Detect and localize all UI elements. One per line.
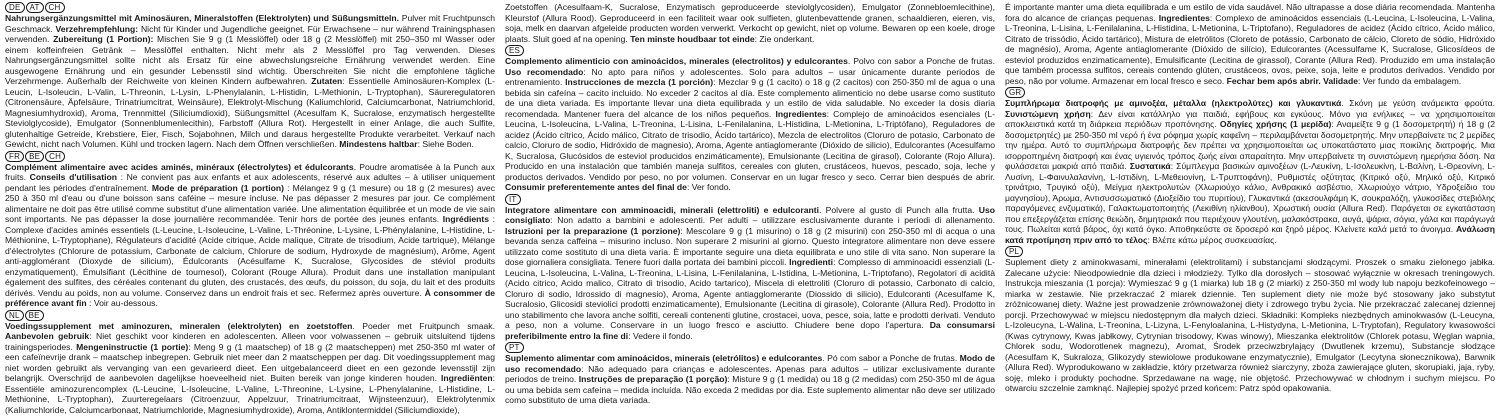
country-tags [5, 310, 495, 321]
text-run: . Poudre aromatisée à la Punch aux fruits. [5, 161, 495, 182]
section-gr [1005, 87, 1495, 245]
section-text [5, 162, 495, 309]
bold-heading-run: Zubereitung (1 Portion): [53, 34, 154, 44]
country-tag-be: BE [25, 151, 44, 162]
text-run: : Βλέπε κάτω μέρος συσκευασίας. [1147, 234, 1277, 245]
country-tags [1005, 87, 1495, 98]
bold-heading-run: Instruções de preparação (1 porção) [578, 374, 728, 384]
country-tag-ch: CH [45, 151, 65, 162]
section-nl [5, 310, 495, 416]
text-run: : Mélangez 9 g (1 mesure) ou 18 g (2 mesures) avec 250 à 350 ml d'eau ou d'une boisson sans caféine – mesure incluse. Ne pas dépasser 2 mesures par jour. Ce complément alimentaire ne doit pas être utilisé comme substitut d'une alimentation variée. Une alimentation équilibrée et un mode de vie sain sont importants. Ne pas dépasser la dose journalière recommandée. Tenir hors de portée des jeunes enfants. [5, 182, 495, 224]
text-run: : Δεν είναι κατάλληλο για παιδιά, εφήβους και εγκύους. Μόνο για ενήλικες – να χρησιμοποιείται αποκλειστικά κατά τη διάρκεια περιόδων προπόνησης. [1005, 108, 1495, 129]
section-es [505, 45, 995, 193]
text-run: Suplement diety z aminokwasami, minerałami (elektrolitami) i substancjami słodzącymi. Proszek o smaku zielonego jabłka. Zalecane użycie: Nieodpowiednie dla dzieci i młodzieży. Tylko dla dorosłych – stosować wyłącznie w okresach treningowych. Instrukcja mieszania (1 porcja): Wymieszać 9 g (1 miarka) lub 18 g (2 miarki) z 250-350 ml wody lub napoju bezkofeinowego – miarka w zestawie. Nie przekraczać 2 miarek dziennie. Ten suplement diety nie może być stosowany jako substytut zróżnicowanej diety. Ważne jest prowadzenie zrównoważonej diety i zdrowego trybu życia. Nie przekraczać zalecanej dziennej porcji. Przechowywać w miejscu niedostępnym dla małych dzieci. Składniki: Kompleks niezbędnych aminokwasów (L-Leucyna, L-Izoleucyna, L-Walina, L-Treonina, L-Lizyna, L-Fenyloalanina, L-Histydyna, L-Metionina, L-Tryptofan), Regulatory kwasowości (Kwas cytrynowy, Kwas jabłkowy, Cytrynian trisodowy, Kwas winowy), Mieszanka elektrolitów (Chlorek potasu, Węglan wapnia, Chlorek sodu, Wodorotlenek magnezu), Aromat, Środek przeciwzbrylający (Dwutlenek krzemu), Substancje słodzące (Acesulfam K, Sukraloza, Glikozydy stewiolowe produkowane enzymatycznie), Emulgator (Lecytyna słonecznikowa), Barwnik (Allura Red). Wyprodukowano w zakładzie, który przetwarza również siarczyny, zboża zawierające gluten, skorupiaki, jaja, ryby, soję, mleko i produkty pochodne. Sprzedawane na wagę, nie objętość. Przechowywać w chłodnym i suchym miejscu. Po otwarciu szczelnie zamknąć. Najlepiej spożyć przed końcem: Patrz spód opakowania. [1005, 257, 1495, 393]
section-de [5, 2, 495, 150]
column-2 [505, 2, 995, 407]
text-run: : Mescolare 9 g (1 misurino) o 18 g (2 misurini) con 250-350 ml di acqua o una bevanda senza caffeina – misurino incluso. Non superare 2 misurini al giorno. Questo integratore alimentare non deve essere utilizzato come sostituto di una dieta varia. È importante seguire una dieta equilibrata e uno stile di vita sano. Non superare la dose giornaliera consigliata. Tenere fuori dalla portata dei bambini piccoli. [505, 225, 995, 267]
country-tag-be: BE [25, 310, 44, 321]
text-run: : Não adequado para crianças e adolescentes. Apenas para adultos – utilizar exclusivamente durante periodos de treino. [505, 363, 995, 384]
text-run: : Essentielle Aminosäuren-Komplex (L-Leucin, L-Isoleucin, L-Valin, L-Threonin, L-Lysin, L-Phenylalanin, L-Histidin, L-Methionin, L-Tryptophan), Säureregulatoren (Citronensäure, Äpfelsäure, Trinatriumcitrat, Weinsäure), Elektrolyt-Mischung (Kaliumchlorid, Calciumcarbonat, Natriumchlorid, Magnesiumhydroxid), Aroma, Trennmittel (Siliciumdioxid), Süßungsmittel (Acesulfam K, Sucralose, enzymatisch hergestellte Steviolglycoside), Emulgator (Sonnenblumenlecithin), Farbstoff (Allura Rot). Hergestellt in einer Anlage, die auch Sulfite, glutenhaltige Getreide, Krebstiere, Eier, Fisch, Sojabohnen, Milch und daraus hergestellte Produkte verarbeitet. Verkauf nach Gewicht, nicht nach Volumen. Kühl und trocken lagern. Nach dem Öffnen verschließen. [5, 76, 495, 149]
bold-heading-run: Συμπλήρωμα διατροφής με αμινοξέα, μέταλλα (ηλεκτρολύτες) και γλυκαντικά [1005, 98, 1342, 108]
country-tag-pl: PL [1005, 246, 1023, 257]
text-run: Pulver mit Fruchtpunsch Geschmack. [5, 13, 495, 34]
text-run: : Ver fundo da embalagem. [1358, 75, 1462, 86]
bold-heading-run: Nahrungsergänzungsmittel mit Aminosäuren, Mineralstoffen (Elektrolyten) und Süßungsmitteln. [5, 13, 400, 23]
section-text [1005, 257, 1495, 394]
bold-heading-run: Conseils d'utilisation [29, 172, 117, 182]
text-run: : Voir au-dessous. [86, 298, 158, 308]
column-1 [5, 2, 495, 416]
text-run: : Zie onderkant. [754, 33, 815, 44]
country-tag-at: AT [26, 2, 44, 13]
bold-heading-run: Mode de préparation (1 portion) [151, 182, 285, 193]
country-tag-pt: PT [505, 342, 524, 353]
text-run: : Ne convient pas aux enfants et aux adolescents, réservé aux adultes – à utiliser uniquement pendant les périodes d'entraînement. [5, 172, 495, 193]
text-run: . Σκόνη με γεύση ανάμεικτα φρούτα. [1341, 98, 1495, 108]
text-run: . Pó com sabor a Ponche de frutas. [822, 353, 960, 363]
text-run: . Polvere al gusto di Punch alla frutta. [819, 204, 979, 215]
country-tags [505, 45, 995, 56]
text-run: : Vedere il fondo. [628, 330, 693, 341]
text-run: : Meng 9 g (1 maatschep) of 18 g (2 maatscheppen) met 250-350 ml water of een cafeïnevrije drank – maatschep inbegrepen. Gebruik niet meer dan 2 maatscheppen per dag. Dit voedingssupplement mag niet worden gebruikt als vervanging van een gevarieerd dieet. Een uitgebalanceerd dieet en een gezonde levensstijl zijn belangrijk. Overschrijd de aanbevolen dagelijkse hoeveelheid niet. Buiten bereik van jonge kinderen houden. [5, 341, 495, 383]
section-text [505, 353, 995, 406]
bold-heading-run: Zutaten [311, 76, 343, 86]
bold-heading-run: Aanbevolen gebruik [5, 331, 90, 341]
text-run: : Complexe d'acides aminés essentiels (L-Leucine, L-Isoleucine, L-Valine, L-Thréonine, L-Lysine, L-Phénylalanine, L-Histidine, L-Méthionine, L-Tryptophane), Régulateurs d'acidité (Acide citrique, Acide malique, Citrate de trisodium, Acide tartrique), Mélange d'électrolytes (Chlorure de potassium, Carbonate de calcium, Chlorure de sodium, Hydroxyde de magnésium), Arôme, Agent anti-agglomérant (Dioxyde de silicium), Édulcorants (Acésulfame K, Sucralose, Glycosides de stéviol produits enzymatiquement), Émulsifiant (Lécithine de tournesol), Colorant (Rouge Allura). Produit dans une installation manipulant également des sulfites, des céréales contenant du gluten, des crustacés, des œufs, du poisson, du soja, du lait et des produits dérivés. Vendu au poids, non au volume. Conservez dans un endroit frais et sec. Refermez après ouverture. [5, 214, 495, 298]
country-tags [1005, 246, 1495, 257]
bold-heading-run: Consumir preferentemente antes del final de [505, 182, 687, 192]
text-run: : Complejo de aminoácidos esenciales (L-Leucina, L-Isoleucina, L-Valina, L-Treonina, L-Lisina, L-Fenilalanina, L-Histidina, L-Metionina, L-Triptófano), Reguladores de acidez (Ácido cítrico, Ácido málico, Citrato de trisodio, Ácido tartárico), Mezcla de electrolitos (Cloruro de potasio, Carbonato de calcio, Cloruro de sodio, Hidróxido de magnesio), Aroma, Agente antiaglomerante (Dióxido de silicio), Edulcorantes (Acesulfamo K, Sucralosa, Glucósidos de esteviol producidos enzimáticamente), Emulsionante (Lecitina de girasol), Colorante (Rojo Allura). Producido en una instalación que también maneja sulfitos, cereales con gluten, crustáceos, huevos, pescado, soja, leche y productos derivados. Vendido por peso, no por volumen. Conservar en un lugar fresco y seco. Cerrar bien después de abrir. [505, 108, 996, 182]
bold-heading-run: Mengeninstructie (1 portie) [76, 341, 189, 352]
section-pt-continued [1005, 2, 1495, 86]
bold-heading-run: Suplemento alimentar com aminoácidos, minerais (eletrólitos) e edulcorantes [505, 353, 823, 363]
bold-heading-run: Verzehrempfehlung: [55, 23, 139, 34]
country-tag-nl: NL [5, 310, 24, 321]
bold-heading-run: Ingredienti [789, 257, 834, 267]
bold-heading-run: Uso recomendado [505, 66, 584, 77]
bold-heading-run: Voedingssupplement met aminozuren, mineralen (elektrolyten) en zoetstoffen [5, 320, 353, 331]
bold-heading-run: Ingredientes [1158, 12, 1210, 23]
section-nl-continued [505, 2, 995, 44]
bold-heading-run: Complemento alimenticio con aminoácidos, minerales (electrolitos) y edulcorantes [505, 56, 848, 66]
section-text [5, 13, 495, 150]
bold-heading-run: Istruzioni per la preparazione (1 porzione) [505, 225, 681, 236]
country-tag-de: DE [5, 2, 25, 13]
text-run: : Non adatto a bambini e adolescenti. Per adulti – utilizzare esclusivamente durante i periodi di allenamento. [550, 215, 995, 225]
text-run: : Essentiële aminozurencomplex (L-Leucine, L-Isoleucine, L-Valine, L-Threonine, L-Lysine, L-Phenylalanine, L-Histidine, L-Methionine, L-Tryptophan), Zuurteregelaars (Citroenzuur, Appelzuur, Trinatriumcitraat, Wijnsteenzuur), Elektrolytenmix (Kaliumchloride, Calciumcarbonaat, Natriumchloride, Magnesiumhydroxide), Aroma, Antiklontermiddel (Siliciumdioxide), [5, 373, 495, 415]
text-run: . Poeder met Fruitpunch smaak. [352, 320, 495, 331]
text-run: : Mezclar 9 g (1 cacito) o 18 g (2 cacitos) con 250-350 ml de agua o una bebida sin cafeína – cacito incluido. No exceder 2 cacitos al día. Este complemento alimenticio no debe usarse como sustituto de una dieta variada. Es importante llevar una dieta equilibrada y un estilo de vida saludable. No exceder la dosis diaria recomendada. Mantener fuera del alcance de los niños pequeños. [505, 77, 995, 119]
bold-heading-run: Οδηγίες χρήσης (1 μερίδα) [1219, 119, 1332, 129]
bold-heading-run: Modo de uso recomendado [505, 353, 995, 374]
text-run: Mischen Sie 9 g (1 Messlöffel) oder 18 g (2 Messlöffel) mit 250–350 ml Wasser oder einem koffeinfreien Getränk – Messlöffel enthalten. Nicht mehr als 2 Messlöffel pro Tag verwenden. Dieses Nahrungsergänzungsmittel sollte nicht als Ersatz für eine abwechslungsreiche Ernährung verwendet werden. Eine ausgewogene Ernährung und ein gesunder Lebensstil sind wichtig. Überschreiten Sie nicht die empfohlene tägliche Verzehrmenge. Außerhalb der Reichweite von kleinen Kindern aufbewahren. [5, 34, 495, 86]
text-run: : No apto para niños y adolescentes. Solo para adultos – usar únicamente durante periodos de entrenamiento. [505, 66, 995, 87]
text-run: : Ver fondo. [686, 182, 731, 192]
bold-heading-run: Ingrédients [442, 214, 490, 224]
text-run: Nicht für Kinder und Jugendliche geeignet. Für Erwachsene – nur während Trainingsphasen verwenden. [5, 23, 495, 44]
text-run: : Σύμπλεγμα βασικών αμινοξέων (L-Λευκίνη, L-Ισολευκίνη, L-Βαλίνη, L-Θρεονίνη, L-Λυσίνη, L-Φαινυλαλανίνη, L-Ιστιδίνη, L-Μεθειονίνη, L-Τρυπτοφάνη), Ρυθμιστές οξύτητας (Κιτρικό οξύ, Μηλικό οξύ, Κιτρικό τρινάτριο, Τρυγικό οξύ), Μείγμα ηλεκτρολυτών (Χλωριούχο κάλιο, Ανθρακικό ασβέστιο, Χλωριούχο νάτριο, Υδροξείδιο του μαγνησίου), Άρωμα, Αντισυσσωματικό (Διοξείδιο του πυριτίου), Γλυκαντικά (ακεσουλφάμη Κ, σουκραλόζη, γλυκοσίδες στεβιόλης παραγόμενες ενζυματικά), Γαλακτωματοποιητής (Λεκιθίνη ηλίανθου), Χρωστική ουσία (Allura Red). Παράγεται σε εγκατάσταση που επεξεργάζεται επίσης θειώδη, δημητριακά που περιέχουν γλουτένη, μαλακόστρακα, αυγά, ψάρια, σόγια, γάλα και παράγωγά τους. Πωλείται κατά βάρος, όχι κατά όγκο. Αποθηκεύστε σε δροσερό και ξηρό μέρος. Κλείνετε καλά μετά το άνοιγμα. [1005, 161, 1495, 234]
bold-heading-run: Ten minste houdbaar tot einde [630, 33, 755, 44]
column-3 [1005, 2, 1495, 395]
bold-heading-run: Ανάλωση κατά προτίμηση πριν από το τέλος [1005, 224, 1495, 245]
text-run: É importante manter uma dieta equilibrada e um estilo de vida saudável. Não ultrapasse a dose diária recomendada. Mantenha fora do alcance de crianças pequenas. [1005, 2, 1495, 23]
text-run: Zoetstoffen (Acesulfaam-K, Sucralose, Enzymatisch geproduceerde steviolglycosiden), Emulgator (Zonnebloemlecithine), Kleurstof (Allura Rood). Geproduceerd in een faciliteit waar ook sulfieten, glutenbevattende granen, schaaldieren, eieren, vis, soja, melk en daarvan afgeleide producten worden verwerkt. Verkocht op gewicht, niet op volume. Bewaren op een koele, droge plaats. Sluit goed af na opening. [505, 2, 995, 44]
country-tag-gr: GR [1005, 87, 1025, 98]
bold-heading-run: Ingredientes [775, 108, 827, 119]
bold-heading-run: À consommer de préférence avant fin [5, 287, 495, 308]
section-text [5, 321, 495, 416]
text-run: : Niet geschikt voor kinderen en adolescenten. Alleen voor volwassenen – gebruik uitsluitend tijdens trainingsperiodes. [5, 331, 496, 352]
country-tags [505, 194, 995, 205]
section-text [1005, 98, 1495, 245]
bold-heading-run: Fechar bem após abrir. Validade [1226, 75, 1358, 86]
bold-heading-run: Da consumarsi preferibilmente entro la fine di [505, 320, 995, 341]
section-text [505, 205, 995, 342]
section-fr [5, 151, 495, 309]
section-text [505, 56, 995, 193]
bold-heading-run: Ingrediënten [441, 373, 493, 383]
bold-heading-run: Integratore alimentare con amminoacidi, minerali (elettroliti) e edulcoranti [505, 204, 819, 215]
country-tags [5, 151, 495, 162]
country-tags [505, 342, 995, 353]
country-tag-ch: CH [45, 2, 65, 13]
country-tags [5, 2, 495, 13]
text-run: : Αναμείξτε 9 g (1 δοσομετρητή) ή 18 g (2 δοσομετρητές) με 250-350 ml νερό ή ένα ρόφημα χωρίς καφεΐνη – περιλαμβάνεται δοσομετρητής. Μην υπερβαίνετε τις 2 μερίδες την ημέρα. Αυτό το συμπλήρωμα διατροφής δεν πρέπει να χρησιμοποιείται ως υποκατάστατο μιας ποικίλης διατροφής. Μια ισορροπημένη διατροφή και ένας υγιεινός τρόπος ζωής είναι απαραίτητα. Μην υπερβαίνετε τη συνιστώμενη ημερήσια δόση. Να φυλάσσεται μακριά από παιδιά. [1005, 119, 1496, 171]
section-pl [1005, 246, 1495, 394]
text-run: : Complexo de aminoácidos essenciais (L-Leucina, L-Isoleucina, L-Valina, L-Treonina, L-Lisina, L-Fenilalanina, L-Histidina, L-Metionina, L-Triptofano), Reguladores de acidez (Ácido cítrico, Ácido málico, Citrato de trissódio, Ácido tartárico), Mistura de eletrólitos (Cloreto de potássio, Carbonato de cálcio, Cloreto de sódio, Hidróxido de magnésio), Aroma, Agente antiaglomerante (Dióxido de silício), Edulcorantes (Acessulfame K, Sucralose, Glicosídeos de esteviol produzidos enzimaticamente), Emulsificante (Lecitina de girassol), Corante (Allura Red). Produzido em uma instalação que também processa sulfitos, cereais contendo glúten, crustáceos, ovos, peixe, soja, leite e produtos derivados. Vendido por peso, não por volume. Armazenar em local fresco e seco. [1005, 12, 1495, 86]
bold-heading-run: Συστατικά [1129, 161, 1171, 171]
country-tag-it: IT [505, 194, 521, 205]
text-run: . Polvo con sabor a Ponche de frutas. [847, 56, 995, 66]
section-text [1005, 2, 1495, 86]
text-run: : Misture 9 g (1 medida) ou 18 g (2 medidas) com 250-350 ml de água ou uma bebida sem cafeína – medida incluída. Não exceda 2 medidas por dia. Este suplemento alimentar não deve ser utilizado como substituto de uma dieta variada. [505, 374, 995, 405]
bold-heading-run: Uso consigliato [505, 204, 996, 225]
bold-heading-run: Mindestens haltbar [339, 139, 418, 149]
section-text [505, 2, 995, 44]
bold-heading-run: Instrucciones de mezcla (1 porción) [565, 77, 714, 87]
text-run: : Siehe Boden. [417, 139, 474, 149]
section-it [505, 194, 995, 342]
bold-heading-run: Συνιστώμενη χρήση [1005, 108, 1091, 119]
country-tag-es: ES [505, 45, 524, 56]
country-tag-fr: FR [5, 151, 24, 162]
bold-heading-run: Complément alimentaire avec acides aminés, minéraux (électrolytes) et édulcorants [5, 161, 354, 172]
section-pt [505, 342, 995, 406]
text-run: : Complesso di amminoacidi essenziali (L-Leucina, L-Isoleucina, L-Valina, L-Treonina, L-Lisina, L-Fenilalanina, L-Istidina, L-Metionina, L-Triptofano), Regolatori di acidità (Acido citrico, Acido malico, Citrato di trisodio, Acido tartarico), Miscela di elettroliti (Cloruro di potassio, Carbonato di calcio, Cloruro di sodio, Idrossido di magnesio), Aroma, Agente antiagglomerante (Diossido di silicio), Edulcoranti (Acesulfame K, Sucralosio, Glicosidi steviolici prodotti enzimaticamente), Emulsionante (Lecitina di girasole), Colorante (Allura Red). Prodotto in uno stabilimento che lavora anche solfiti, cereali contenenti glutine, crostacei, uova, pesce, soia, latte e prodotti derivati. Venduto a peso, non a volume. Conservare in un luogo fresco e asciutto. Chiudere bene dopo l'apertura. [505, 257, 995, 330]
